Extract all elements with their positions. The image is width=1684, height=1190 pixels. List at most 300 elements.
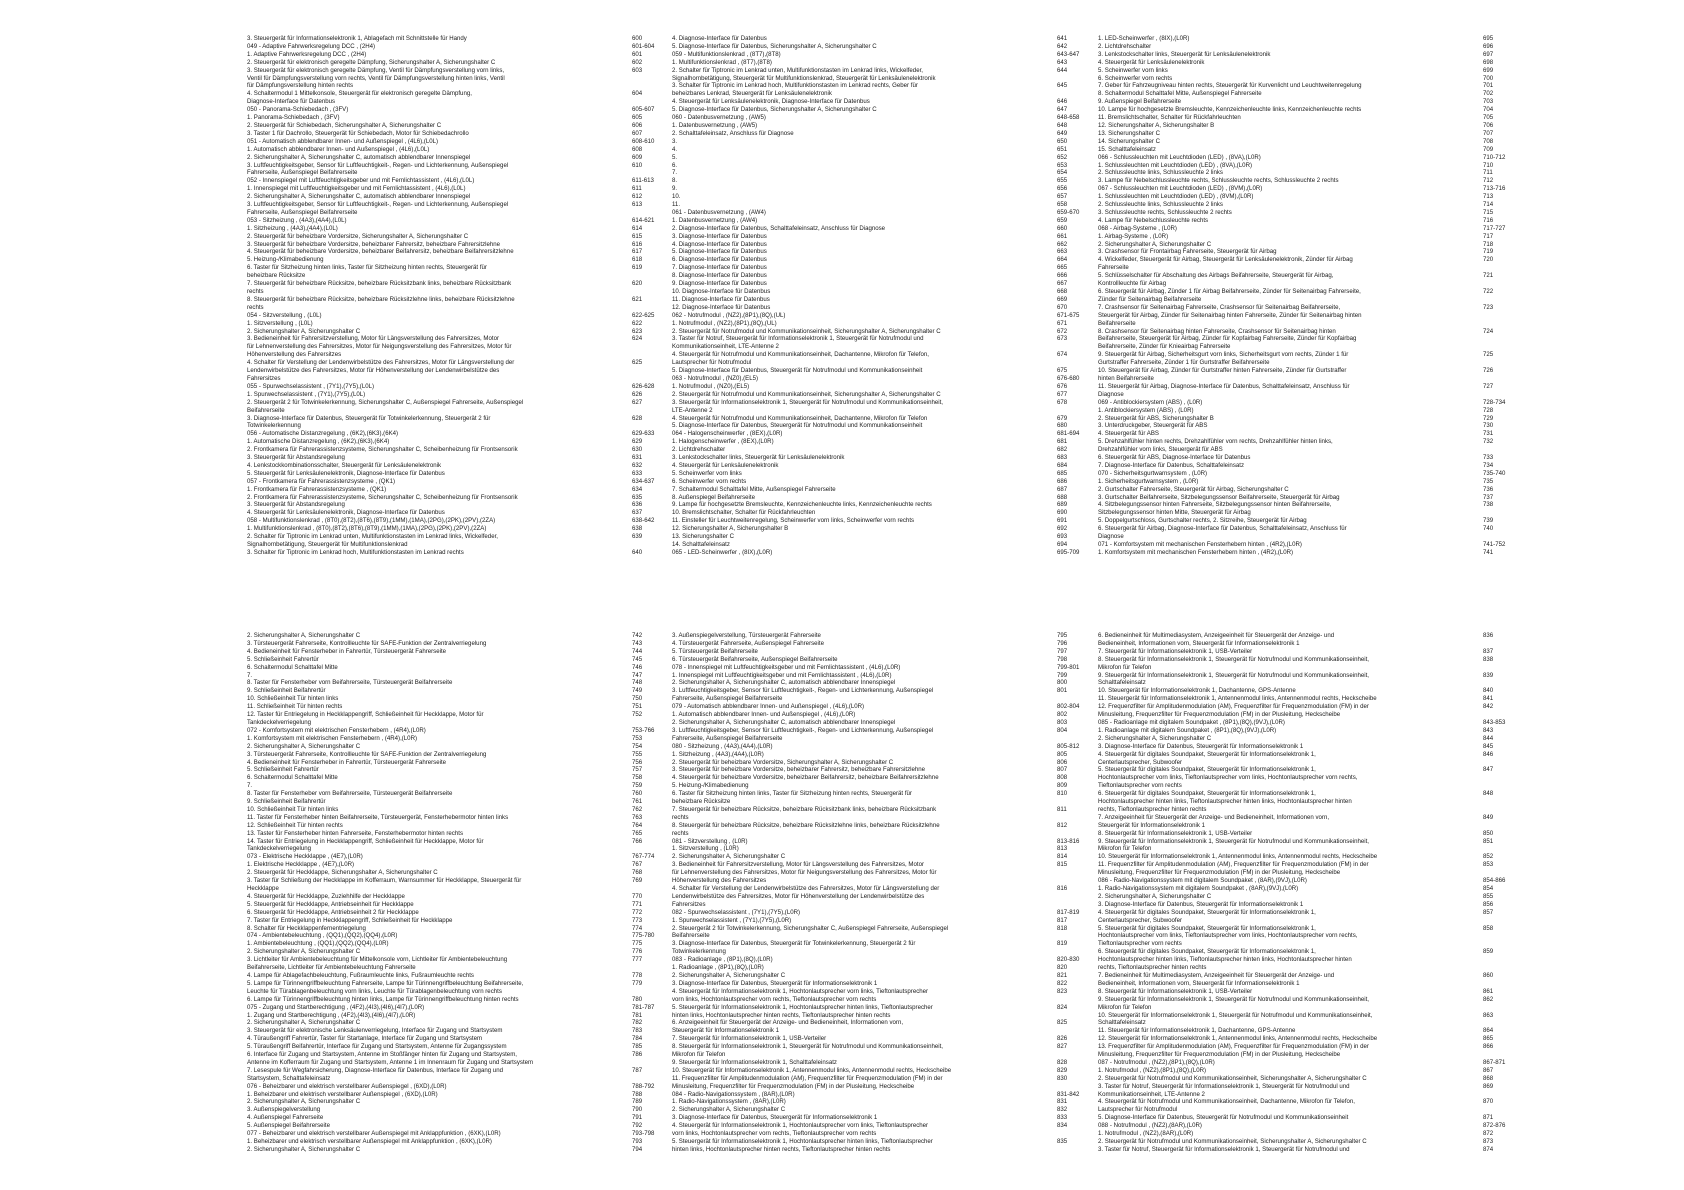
entry-text: 2. Sicherungshalter A, Sicherungshalter C xyxy=(247,1019,361,1027)
entry-text: Steuergerät für Airbag, Zünder für Seitenairbag hinten Fahrerseite, Zünder für Seitenairbag hinten xyxy=(1098,311,1362,319)
index-entry xyxy=(672,415,1112,423)
entry-text: 2. Sicherungshalter A, Sicherungshalter C xyxy=(1098,240,1212,248)
index-entry xyxy=(247,272,687,280)
entry-text: 5. Schließeinheit Fahrertür xyxy=(247,655,319,663)
entry-page-number: 813-816 xyxy=(1057,837,1080,845)
entry-text: 3. Diagnose-Interface für Datenbus, Steuergerät für Informationselektronik 1 xyxy=(672,1114,878,1122)
entry-page-number: 802 xyxy=(1057,711,1068,719)
entry-text: 7. Crashsensor für Seitenairbag Fahrerseite, Crashsensor für Seitenairbag Beifahrerseite, xyxy=(1098,303,1341,311)
entry-text: Signalhornbetätigung, Steuergerät für Multifunktionslenkrad xyxy=(247,541,408,548)
index-entry xyxy=(1098,853,1538,861)
entry-page-number: 831-842 xyxy=(1057,1090,1080,1098)
entry-text: 1. Schlussleuchten mit Leuchtdioden (LED) , (8VA),(L0R) xyxy=(1098,161,1252,169)
index-entry xyxy=(247,948,687,956)
entry-page-number: 828 xyxy=(1057,1058,1068,1066)
index-entry xyxy=(1098,703,1538,711)
entry-text: Schalttafeleinsatz xyxy=(1098,1019,1146,1027)
entry-page-number: 815 xyxy=(1057,861,1068,869)
index-entry xyxy=(247,241,687,249)
entry-page-number: 746 xyxy=(632,663,643,671)
entry-text: 5. Diagnose-Interface für Datenbus, Sicherungshalter A, Sicherungshalter C xyxy=(672,106,877,114)
entry-text: 2. Steuergerät für Notrufmodul und Kommunikationseinheit, Sicherungshalter A, Sicherungshalter C xyxy=(672,390,941,398)
entry-text: 3. Taster 1 für Dachrollo, Steuergerät für Schiebedach, Motor für Schiebedachrollo xyxy=(247,129,469,137)
entry-page-number: 757 xyxy=(632,766,643,774)
entry-text: 11. Steuergerät für Informationselektronik 1, Dachantenne, GPS-Antenne xyxy=(1098,1027,1296,1035)
entry-text: Hochtonlautsprecher hinten links, Tieftonlautsprecher hinten links, Hochtonlautsprecher hinten xyxy=(1098,956,1352,964)
entry-page-number: 639 xyxy=(632,533,643,541)
entry-text: 1. Adaptive Fahrwerksregelung DCC , (2H4) xyxy=(247,50,367,58)
index-entry xyxy=(1098,964,1538,972)
index-entry xyxy=(1098,438,1538,446)
entry-text: Beifahrerseite, Lichtleiter für Ambientebeleuchtung Fahrerseite xyxy=(247,964,416,972)
entry-text: 1. Schlussleuchten mit Leuchtdioden (LED) , (8VM),(L0R) xyxy=(1098,193,1254,201)
index-entry xyxy=(247,766,687,774)
entry-text: rechts xyxy=(247,288,264,295)
index-entry xyxy=(247,648,687,656)
entry-text: 10. Steuergerät für Informationselektronik 1, Antennenmodul links, Antennenmodul rechts, Heckscheibe xyxy=(1098,853,1378,861)
entry-text: 079 - Automatisch abblendbarer Innen- und Außenspiegel , (4L6),(L0R) xyxy=(672,703,865,711)
entry-page-number: 602 xyxy=(632,58,643,66)
index-entry xyxy=(247,1146,687,1154)
entry-page-number: 645 xyxy=(1057,82,1068,90)
entry-text: 3. xyxy=(672,137,678,145)
entry-page-number: 670 xyxy=(1057,303,1068,311)
entry-text: 2. Schlussleuchte links, Schlussleuchte 2 links xyxy=(1098,169,1223,177)
index-entry xyxy=(247,209,687,217)
index-entry xyxy=(247,1130,687,1138)
index-entry xyxy=(1098,320,1538,328)
entry-page-number: 863 xyxy=(1483,1011,1494,1019)
entry-text: 5. Außenspiegel Beifahrerseite xyxy=(247,1122,330,1130)
entry-page-number: 774 xyxy=(632,924,643,932)
index-entry xyxy=(1098,1067,1538,1075)
entry-page-number: 827 xyxy=(1057,1043,1068,1051)
index-entry xyxy=(247,343,687,351)
index-entry xyxy=(1098,462,1538,470)
entry-text: 8. Steuergerät für Informationselektronik 1, Steuergerät für Notrufmodul und Kommunikationseinheit, xyxy=(1098,655,1369,663)
entry-page-number: 755 xyxy=(632,750,643,758)
entry-page-number: 611-613 xyxy=(632,177,654,185)
entry-page-number: 690 xyxy=(1057,509,1068,517)
entry-text: 6. Steuergerät für Airbag, Zünder 1 für Airbag Beifahrerseite, Zünder für Seitenairbag Fahrerseite, xyxy=(1098,288,1361,295)
entry-text: 13. Taster für Fensterheber hinten Fahrerseite, Fensterhebermotor hinten rechts xyxy=(247,829,463,837)
index-entry xyxy=(247,312,687,320)
entry-text: 068 - Airbag-Systeme , (L0R) xyxy=(1098,224,1177,232)
index-entry xyxy=(672,917,1112,925)
index-entry xyxy=(247,422,687,430)
entry-text: 1. Radioanlage , (8P1),(8Q),(L0R) xyxy=(672,964,764,972)
entry-text: Mikrofon für Telefon xyxy=(1098,1003,1152,1011)
index-entry xyxy=(672,541,1112,549)
entry-page-number: 629 xyxy=(632,438,643,446)
index-entry xyxy=(1098,280,1538,288)
entry-text: 3. Bedieneinheit für Fahrersitzverstellung, Motor für Längsverstellung des Fahrersitzes, Motor xyxy=(247,335,499,343)
entry-text: 4. Steuergerät für Notrufmodul und Kommunikationseinheit, Dachantenne, Mikrofon für Telefon, xyxy=(672,351,929,359)
entry-text: Diagnose xyxy=(1098,533,1124,541)
entry-text: Mikrofon für Telefon xyxy=(672,1051,726,1059)
index-entry xyxy=(1098,869,1538,877)
entry-page-number: 631 xyxy=(632,454,643,462)
index-entry xyxy=(672,533,1112,541)
entry-page-number: 809 xyxy=(1057,782,1068,790)
entry-text: 2. Sicherungshalter A, Sicherungshalter C xyxy=(672,853,786,861)
entry-page-number: 738 xyxy=(1483,501,1494,509)
index-entry xyxy=(672,925,1112,933)
entry-text: 7. Taster für Entriegelung in Heckklappengriff, Schließeinheit für Heckklappe xyxy=(247,916,453,924)
entry-page-number: 716 xyxy=(1483,216,1494,224)
entry-page-number: 693 xyxy=(1057,533,1068,541)
index-entry xyxy=(672,782,1112,790)
index-entry xyxy=(1098,98,1538,106)
entry-text: 2. Steuergerät 2 für Totwinkelerkennung, Sicherungshalter C, Außenspiegel Fahrerseite, Außenspiegel xyxy=(247,398,524,406)
index-entry xyxy=(672,679,1112,687)
entry-page-number: 654 xyxy=(1057,169,1068,177)
index-entry xyxy=(247,430,687,438)
index-entry xyxy=(672,853,1112,861)
index-entry xyxy=(1098,383,1538,391)
entry-page-number: 780 xyxy=(632,995,643,1003)
entry-text: 10. Schließeinheit Tür hinten links xyxy=(247,805,339,813)
index-entry xyxy=(672,672,1112,680)
entry-page-number: 605-607 xyxy=(632,106,655,114)
entry-text: 049 - Adaptive Fahrwerksregelung DCC , (2H4) xyxy=(247,42,376,50)
entry-page-number: 838 xyxy=(1483,655,1494,663)
index-entry xyxy=(672,759,1112,767)
entry-text: Tieftonlautsprecher vorn rechts xyxy=(1098,782,1182,790)
entry-text: 12. Sicherungshalter A, Sicherungshalter B xyxy=(672,525,789,533)
index-entry xyxy=(247,51,687,59)
entry-page-number: 767 xyxy=(632,861,643,869)
entry-text: 2. Sicherungshalter A, Sicherungshalter C xyxy=(672,971,786,979)
index-entry xyxy=(1098,375,1538,383)
entry-text: 2. Sicherungshalter A, Sicherungshalter C, automatisch abblendbarer Innenspiegel xyxy=(247,193,471,201)
entry-page-number: 609 xyxy=(632,153,643,161)
index-entry xyxy=(247,288,687,296)
entry-page-number: 700 xyxy=(1483,74,1494,82)
index-entry xyxy=(672,830,1112,838)
entry-text: 11. xyxy=(672,201,681,209)
index-entry xyxy=(672,217,1112,225)
index-entry xyxy=(1098,1130,1538,1138)
index-entry xyxy=(247,146,687,154)
entry-text: 2. Sicherungshalter A, Sicherungshalter C xyxy=(247,948,361,956)
entry-page-number: 692 xyxy=(1057,525,1068,533)
entry-text: 5. Lampe für Türinnengriffbeleuchtung Fahrerseite, Lampe für Türinnengriffbeleuchtung Beifahrerseite, xyxy=(247,979,524,987)
index-entry xyxy=(1098,201,1538,209)
index-entry xyxy=(672,494,1112,502)
entry-text: 1. LED-Scheinwerfer , (8IX),(L0R) xyxy=(1098,35,1190,42)
entry-text: beheizbare Rücksitze xyxy=(672,798,731,806)
index-column-bottom-left xyxy=(247,632,687,1154)
index-entry xyxy=(672,822,1112,830)
index-column-top-left xyxy=(247,35,687,557)
index-entry xyxy=(247,169,687,177)
entry-page-number: 782 xyxy=(632,1019,643,1027)
entry-page-number: 874 xyxy=(1483,1145,1494,1153)
index-entry xyxy=(672,893,1112,901)
entry-page-number: 723 xyxy=(1483,303,1494,311)
entry-text: 10. Lampe für hochgesetzte Bremsleuchte, Kennzeichenleuchte links, Kennzeichenleuchte rechts xyxy=(1098,106,1362,114)
entry-text: 6. Taster für Sitzheizung hinten links, Taster für Sitzheizung hinten rechts, Steuergerät für xyxy=(672,790,912,798)
entry-page-number: 728-734 xyxy=(1483,398,1506,406)
entry-text: 067 - Schlussleuchten mit Leuchtdioden (LED) , (8VM),(L0R) xyxy=(1098,185,1263,193)
entry-text: Diagnose xyxy=(1098,390,1124,398)
index-entry xyxy=(247,533,687,541)
index-entry xyxy=(247,75,687,83)
entry-page-number: 798 xyxy=(1057,655,1068,663)
entry-text: 064 - Halogenscheinwerfer , (8EX),(L0R) xyxy=(672,430,783,438)
entry-page-number: 819 xyxy=(1057,940,1068,948)
entry-page-number: 614 xyxy=(632,224,643,232)
entry-text: für Lehnenverstellung des Fahrersitzes, Motor für Neigungsverstellung des Fahrersitzes, Motor für xyxy=(247,343,512,351)
index-entry xyxy=(672,940,1112,948)
entry-page-number: 701 xyxy=(1483,82,1494,90)
entry-text: Höhenverstellung des Fahrersitzes xyxy=(247,351,342,359)
entry-text: 4. Diagnose-Interface für Datenbus xyxy=(672,35,767,42)
index-entry xyxy=(247,782,687,790)
entry-page-number: 850 xyxy=(1483,829,1494,837)
entry-text: 1. Radioanlage mit digitalem Soundpaket , (8P1),(8Q),(9VJ),(L0R) xyxy=(1098,726,1277,734)
index-entry xyxy=(247,494,687,502)
entry-page-number: 648 xyxy=(1057,121,1068,129)
index-entry xyxy=(247,1114,687,1122)
index-entry xyxy=(247,549,687,557)
entry-text: Kommunikationseinheit, LTE-Antenne 2 xyxy=(672,343,779,351)
entry-page-number: 778 xyxy=(632,971,643,979)
entry-text: Gurtstraffer Fahrerseite, Zünder 1 für Gurtstraffer Beifahrerseite xyxy=(1098,359,1270,367)
entry-text: Drehzahlfühler vorn links, Steuergerät für ABS xyxy=(1098,446,1223,454)
entry-text: 7. Schaltermodul Schalttafel Mitte, Außenspiegel Fahrerseite xyxy=(672,485,836,493)
index-entry xyxy=(672,122,1112,130)
index-entry xyxy=(247,956,687,964)
entry-page-number: 615 xyxy=(632,232,643,240)
index-entry xyxy=(1098,407,1538,415)
index-entry xyxy=(247,106,687,114)
entry-text: 12. Frequenzfilter für Amplitudenmodulation (AM), Frequenzfilter für Frequenzmodulation (FM) in der xyxy=(1098,703,1369,711)
index-entry xyxy=(1098,822,1538,830)
entry-page-number: 748 xyxy=(632,679,643,687)
entry-page-number: 846 xyxy=(1483,750,1494,758)
entry-text: Beifahrerseite, Steuergerät für Airbag, Zünder für Kopfairbag Fahrerseite, Zünder für Kopfairbag xyxy=(1098,335,1357,343)
index-entry xyxy=(247,1083,687,1091)
index-entry xyxy=(1098,193,1538,201)
entry-page-number: 612 xyxy=(632,193,643,201)
entry-page-number: 775-780 xyxy=(632,932,655,940)
entry-text: hinten Beifahrerseite xyxy=(1098,374,1154,382)
entry-page-number: 717 xyxy=(1483,232,1494,240)
entry-text: 13. Sicherungshalter C xyxy=(672,533,734,541)
entry-page-number: 777 xyxy=(632,956,643,964)
entry-page-number: 856 xyxy=(1483,900,1494,908)
entry-text: 2. Sicherungshalter A, Sicherungshalter C xyxy=(247,1145,361,1153)
entry-page-number: 625 xyxy=(632,359,643,367)
entry-text: Totwinkelerkennung xyxy=(247,422,301,430)
entry-text: vorn links, Hochtonlautsprecher vorn rechts, Tieftonlautsprecher vorn rechts xyxy=(672,1130,877,1138)
entry-text: Fahrerseite, Außenspiegel Beifahrerseite xyxy=(247,208,358,216)
entry-text: 3. Schlussleuchte rechts, Schlussleuchte 2 rechts xyxy=(1098,208,1232,216)
entry-text: 10. Steuergerät für Informationselektronik 1, Antennenmodul links, Antennenmodul rechts, Heckscheibe xyxy=(672,1066,952,1074)
index-entry xyxy=(1098,478,1538,486)
entry-text: Lautsprecher für Notrufmodul xyxy=(1098,1106,1178,1114)
entry-text: 6. Steuergerät für digitales Soundpaket, Steuergerät für Informationselektronik 1, xyxy=(1098,790,1316,798)
entry-page-number: 630 xyxy=(632,446,643,454)
entry-page-number: 711 xyxy=(1483,169,1493,177)
index-entry xyxy=(672,98,1112,106)
index-entry xyxy=(672,146,1112,154)
entry-text: 1. Spurwechselassistent , (7Y1),(7Y5),(L0L) xyxy=(247,390,366,398)
index-entry xyxy=(672,501,1112,509)
entry-page-number: 781-787 xyxy=(632,1003,655,1011)
entry-page-number: 616 xyxy=(632,240,643,248)
entry-text: Startsystem, Schalttafeleinsatz xyxy=(247,1074,331,1082)
entry-text: 9. Steuergerät für Airbag, Sicherheitsgurt vorn links, Sicherheitsgurt vorn rechts, Zünder 1 für xyxy=(1098,351,1349,359)
entry-page-number: 704 xyxy=(1483,106,1494,114)
index-entry xyxy=(1098,1122,1538,1130)
entry-text: Minusleitung, Frequenzfilter für Frequenzmodulation (FM) in der Plusleitung, Heckscheibe xyxy=(672,1082,915,1090)
index-entry xyxy=(1098,687,1538,695)
entry-text: 054 - Sitzverstellung , (L0L) xyxy=(247,311,322,319)
entry-text: 3. Steuergerät für beheizbare Vordersitze, beheizbarer Fahrersitz, beheizbare Fahrersitzlehne xyxy=(672,766,926,774)
index-entry xyxy=(1098,711,1538,719)
index-entry xyxy=(1098,470,1538,478)
entry-page-number: 805 xyxy=(1057,750,1068,758)
entry-page-number: 622 xyxy=(632,319,643,327)
index-entry xyxy=(1098,549,1538,557)
entry-page-number: 861 xyxy=(1483,987,1494,995)
index-entry xyxy=(1098,1012,1538,1020)
index-entry xyxy=(672,106,1112,114)
entry-text: 6. Scheinwerfer vorn rechts xyxy=(1098,74,1173,82)
entry-page-number: 604 xyxy=(632,90,643,98)
entry-text: 2. Sicherungshalter A, Sicherungshalter C xyxy=(247,742,361,750)
index-entry xyxy=(247,845,687,853)
index-entry xyxy=(672,407,1112,415)
entry-page-number: 839 xyxy=(1483,671,1494,679)
entry-text: Minusleitung, Frequenzfilter für Frequenzmodulation (FM) in der Plusleitung, Heckscheibe xyxy=(1098,711,1341,719)
entry-text: 6. Steuergerät für ABS, Diagnose-Interface für Datenbus xyxy=(1098,454,1251,462)
entry-page-number: 802-804 xyxy=(1057,703,1080,711)
index-entry xyxy=(672,806,1112,814)
entry-text: 052 - Innenspiegel mit Luftfeuchtigkeitsgeber und mit Fernlichtassistent , (4L6),(L0L) xyxy=(247,177,475,185)
entry-text: 3. Steuergerät für Informationselektronik 1, Ablagefach mit Schnittstelle für Handy xyxy=(247,35,467,42)
index-entry xyxy=(672,632,1112,640)
index-entry xyxy=(247,122,687,130)
entry-page-number: 638-642 xyxy=(632,517,655,525)
entry-text: 1. Datenbusvernetzung , (AW4) xyxy=(672,216,758,224)
entry-page-number: 601 xyxy=(632,50,643,58)
entry-text: 11. Bremslichtschalter, Schalter für Rückfahrleuchten xyxy=(1098,114,1241,122)
index-entry xyxy=(1098,525,1538,533)
index-entry xyxy=(672,430,1112,438)
index-entry xyxy=(672,877,1112,885)
entry-page-number: 718 xyxy=(1483,240,1494,248)
entry-text: LTE-Antenne 2 xyxy=(672,406,713,414)
entry-page-number: 804 xyxy=(1057,726,1068,734)
entry-text: 10. Schließeinheit Tür hinten links xyxy=(247,695,339,703)
index-entry xyxy=(672,964,1112,972)
index-entry xyxy=(672,264,1112,272)
index-entry xyxy=(247,877,687,885)
index-entry xyxy=(247,1106,687,1114)
entry-text: 4. Steuergerät für beheizbare Vordersitze, beheizbarer Beifahrersitz, beheizbare Beifahrersitzlehne xyxy=(672,774,939,782)
entry-text: 7. Diagnose-Interface für Datenbus, Schalttafeleinsatz xyxy=(1098,461,1244,469)
index-entry xyxy=(672,1098,1112,1106)
entry-page-number: 696 xyxy=(1483,42,1494,50)
index-entry xyxy=(1098,956,1538,964)
index-entry xyxy=(247,909,687,917)
entry-text: 3. Türsteuergerät Fahrerseite, Kontrollleuchte für SAFE-Funktion der Zentralverriegelung xyxy=(247,750,487,758)
index-entry xyxy=(672,75,1112,83)
entry-text: 4. Steuergerät für digitales Soundpaket, Steuergerät für Informationselektronik 1, xyxy=(1098,750,1316,758)
index-entry xyxy=(1098,209,1538,217)
index-entry xyxy=(1098,774,1538,782)
entry-page-number: 843 xyxy=(1483,726,1494,734)
entry-text: 3. Luftfeuchtigkeitsgeber, Sensor für Luftfeuchtigkeit-, Regen- und Lichterkennung, Außenspiegel xyxy=(247,201,509,209)
index-entry xyxy=(1098,719,1538,727)
entry-text: 2. Gurtschalter Fahrerseite, Steuergerät für Airbag, Sicherungshalter C xyxy=(1098,485,1289,493)
entry-text: 5. Türaußengriff Beifahrertür, Interface für Zugang und Startsystem, Antenne für Zugangssystem xyxy=(247,1043,507,1051)
entry-page-number: 833 xyxy=(1057,1114,1068,1122)
index-column-top-middle xyxy=(672,35,1112,557)
index-entry xyxy=(247,988,687,996)
index-entry xyxy=(672,248,1112,256)
entry-page-number: 829 xyxy=(1057,1066,1068,1074)
index-entry xyxy=(247,861,687,869)
entry-page-number: 708 xyxy=(1483,137,1494,145)
index-entry xyxy=(1098,114,1538,122)
index-entry xyxy=(247,1019,687,1027)
entry-text: Steuergerät für Informationselektronik 1 xyxy=(1098,821,1206,829)
entry-text: 3. Lichtleiter für Ambientebeleuchtung für Mittelkonsole vorn, Lichtleiter für Ambientebeleuchtung xyxy=(247,956,508,964)
entry-text: 10. xyxy=(672,193,681,201)
entry-text: rechts xyxy=(672,829,689,837)
entry-text: 2. Sicherungshalter A, Sicherungshalter C xyxy=(247,327,361,335)
entry-page-number: 668 xyxy=(1057,288,1068,295)
entry-page-number: 820 xyxy=(1057,964,1068,972)
entry-page-number: 762 xyxy=(632,805,643,813)
entry-text: 6. Steuergerät für Heckklappe, Antriebseinheit 2 für Heckklappe xyxy=(247,908,419,916)
entry-page-number: 709 xyxy=(1483,145,1494,153)
entry-text: 7. xyxy=(672,169,678,177)
index-entry xyxy=(1098,996,1538,1004)
entry-text: 6. Scheinwerfer vorn rechts xyxy=(672,477,747,485)
entry-text: 4. Schalter für Verstellung der Lendenwirbelstütze des Fahrersitzes, Motor für Längsverstellung der xyxy=(672,885,940,892)
entry-page-number: 760 xyxy=(632,790,643,798)
index-entry xyxy=(247,790,687,798)
index-entry xyxy=(247,296,687,304)
entry-text: Beifahrerseite xyxy=(1098,319,1136,327)
index-entry xyxy=(672,948,1112,956)
entry-text: Steuergerät für Informationselektronik 1 xyxy=(672,1027,780,1035)
index-entry xyxy=(1098,51,1538,59)
index-entry xyxy=(672,59,1112,67)
entry-page-number: 842 xyxy=(1483,703,1494,711)
entry-text: 5. Diagnose-Interface für Datenbus, Steuergerät für Notrufmodul und Kommunikationseinheit xyxy=(672,367,923,375)
index-entry xyxy=(1098,304,1538,312)
entry-text: 9. Lampe für hochgesetzte Bremsleuchte, Kennzeichenleuchte links, Kennzeichenleuchte rechts xyxy=(672,501,932,509)
entry-page-number: 796 xyxy=(1057,639,1068,647)
entry-text: 8. Steuergerät für beheizbare Rücksitze, beheizbare Rücksitzlehne links, beheizbare Rücksitzlehne xyxy=(247,295,515,303)
index-entry xyxy=(247,1004,687,1012)
index-entry xyxy=(247,509,687,517)
entry-text: 3. Lenkstockschalter links, Steuergerät für Lenksäulenelektronik xyxy=(672,454,845,462)
index-entry xyxy=(1098,1075,1538,1083)
index-entry xyxy=(1098,695,1538,703)
entry-text: 6. Steuergerät für Airbag, Diagnose-Interface für Datenbus, Schalttafeleinsatz, Anschluss für xyxy=(1098,525,1347,533)
index-entry xyxy=(672,988,1112,996)
index-entry xyxy=(1098,486,1538,494)
entry-text: 072 - Komfortsystem mit elektrischen Fensterhebern , (4R4),(L0R) xyxy=(247,726,426,734)
